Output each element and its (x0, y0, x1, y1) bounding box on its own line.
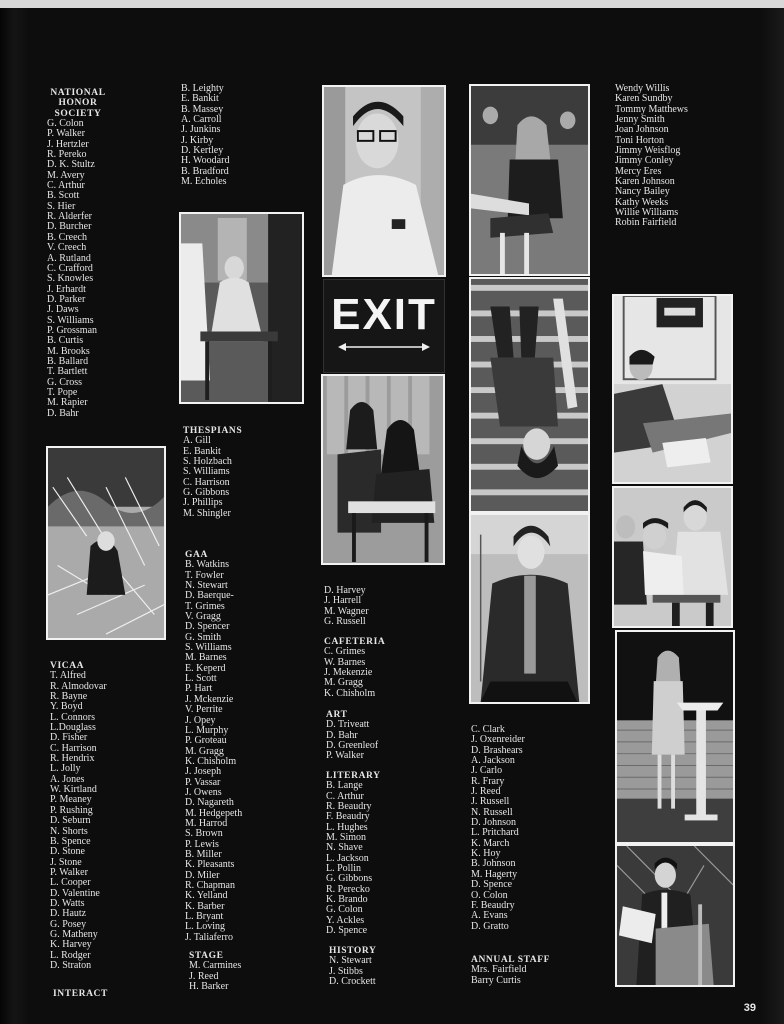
annual-staff-heading: ANNUAL STAFF (471, 955, 551, 965)
member-name: D. Crockett (329, 976, 376, 988)
member-name: W. Barnes (324, 656, 366, 668)
member-name: D. Burcher (47, 221, 92, 233)
member-name: D. Stone (50, 846, 85, 858)
member-name: B. Bradford (181, 165, 229, 177)
member-name: P. Meaney (50, 794, 92, 806)
member-name: P. Walker (47, 128, 85, 140)
member-name: A. Carroll (181, 114, 222, 126)
member-name: Joan Johnson (615, 124, 669, 136)
member-name: C. Grimes (324, 646, 366, 658)
member-name: M. Avery (47, 169, 85, 181)
member-name: V. Creech (47, 242, 87, 254)
member-name: P. Walker (50, 866, 88, 878)
member-name: J. Mckenzie (185, 693, 234, 705)
member-name: K. Barber (185, 900, 225, 912)
photo-boy-at-desk (612, 294, 733, 484)
member-name: L. Pritchard (471, 827, 519, 839)
member-name: R. Bayne (50, 691, 88, 703)
member-name: L. Murphy (185, 724, 229, 736)
member-name: P. Lewis (185, 838, 219, 850)
member-name: E. Bankit (183, 445, 221, 457)
photo-boy-with-glasses (322, 85, 446, 277)
member-name: L. Jackson (326, 852, 369, 864)
member-name: R. Alderfer (47, 211, 92, 223)
member-name: W. Kirtland (50, 784, 97, 796)
member-name: J. Reed (189, 970, 219, 982)
member-name: D. Baerque- (185, 590, 234, 602)
member-name: R. Beaudry (326, 801, 372, 813)
member-name: L. Cooper (50, 877, 91, 889)
member-name: C. Arthur (326, 790, 364, 802)
member-name: B. Miller (185, 848, 222, 860)
photo-three-students (612, 486, 733, 628)
member-name: M. Harrod (185, 817, 228, 829)
heading-line: SOCIETY (54, 108, 102, 119)
member-name: J. Daws (47, 304, 79, 316)
club-members-top (181, 84, 229, 187)
member-name: N. Shorts (50, 825, 88, 837)
member-name: D. Spencer (185, 621, 230, 633)
member-name: D. Spence (471, 879, 513, 891)
member-name: H. Woodard (181, 155, 230, 167)
member-name: P. Groteau (185, 735, 227, 747)
member-name: J. Stibbs (329, 965, 363, 977)
member-name: D. Valentine (50, 887, 100, 899)
member-name: M. Brooks (47, 345, 90, 357)
history-heading: HISTORY (329, 946, 377, 956)
member-name: J. Hertzler (47, 138, 89, 150)
page-number: 39 (743, 1002, 756, 1014)
member-name: D. Parker (47, 293, 86, 305)
member-name: G. Posey (50, 918, 87, 930)
member-name: R. Perecko (326, 883, 370, 895)
member-name: P. Walker (326, 750, 364, 762)
member-name: D. Hautz (50, 908, 87, 920)
member-name: P. Grossman (47, 324, 98, 336)
member-name: M. Barnes (185, 652, 227, 664)
member-name: Wendy Willis (615, 83, 670, 94)
photo-girls-at-desks (179, 212, 304, 404)
member-name: S. Knowles (47, 273, 94, 285)
thespians-members (183, 436, 242, 519)
member-name: D. Johnson (471, 817, 517, 829)
member-name: S. Hier (47, 200, 76, 212)
art-members (326, 720, 378, 761)
heading-line: HONOR (58, 98, 98, 109)
member-name: O. Colon (471, 889, 508, 901)
member-name: D. Seburn (50, 815, 91, 827)
heading-line: NATIONAL (50, 88, 106, 98)
member-name: Y. Ackles (326, 914, 365, 926)
member-name: D. Nagareth (185, 797, 234, 809)
member-name: H. Barker (189, 981, 229, 993)
member-name: B. Ballard (47, 355, 89, 367)
member-name: Karen Johnson (615, 176, 675, 188)
member-name: D. Harvey (324, 585, 366, 596)
vicaa-members (50, 671, 107, 971)
member-name: R. Chapman (185, 880, 235, 891)
member-name: M. Rapier (47, 397, 88, 409)
member-name: Toni Horton (615, 134, 665, 146)
member-name: M. Simon (326, 832, 367, 844)
member-name: V. Gragg (185, 611, 221, 623)
member-name: Y. Boyd (50, 701, 83, 713)
member-name: D. Triveatt (326, 719, 370, 731)
member-name: K. Chisholm (324, 687, 376, 699)
member-name: D. Greenleof (326, 740, 379, 752)
member-name: D. Miler (185, 869, 220, 881)
member-name: K. Hoy (471, 848, 501, 860)
member-name: T. Bartlett (47, 366, 88, 378)
member-name: N. Stewart (185, 580, 228, 592)
member-name: J. Opey (185, 714, 216, 726)
member-name: L. Hughes (326, 821, 368, 833)
member-name: L. Bryant (185, 911, 224, 923)
double-arrow-icon (338, 342, 430, 352)
cafeteria-members (324, 647, 385, 699)
member-name: G. Matheny (50, 928, 98, 940)
member-name: D. Fisher (50, 732, 88, 744)
member-name: B. Spence (50, 835, 91, 847)
member-name: K. Chisholm (185, 755, 237, 767)
club-members-list-right (471, 725, 525, 932)
member-name: T. Grimes (185, 600, 225, 612)
honor-society-list (47, 88, 109, 419)
art-heading: ART (326, 710, 348, 720)
member-name: M. Hedgepeth (185, 807, 243, 819)
member-name: L. Rodger (50, 949, 91, 961)
member-name: B. Watkins (185, 559, 230, 571)
interact-heading: INTERACT (53, 989, 108, 999)
member-name: Jenny Smith (615, 114, 665, 126)
member-name: N. Stewart (329, 955, 372, 967)
member-name: D. Gratto (471, 920, 509, 932)
photo-girl-seated-at-desk (469, 84, 590, 276)
member-name: N. Russell (471, 806, 513, 818)
member-name: R. Almodovar (50, 680, 107, 692)
member-name: J. Erhardt (47, 283, 86, 295)
member-name: K. March (471, 837, 510, 849)
photo-girl-at-podium (615, 630, 735, 844)
member-name: L. Scott (185, 673, 217, 685)
annual-staff-list (471, 955, 550, 986)
member-name: G. Gibbons (326, 873, 373, 885)
member-name: Mercy Eres (615, 165, 662, 177)
member-name: A. Evans (471, 910, 508, 922)
member-name: Willie Williams (615, 207, 679, 219)
member-name: R. Hendrix (50, 753, 95, 765)
photo-student-in-outdoor-brush (46, 446, 166, 640)
member-name: A. Gill (183, 435, 211, 447)
member-name: J. Joseph (185, 766, 222, 778)
member-name: D. Watts (50, 897, 85, 909)
member-name: R. Frary (471, 775, 505, 787)
member-name: T. Alfred (50, 670, 86, 682)
member-name: L.Douglass (50, 722, 96, 734)
member-name: L. Pollin (326, 863, 362, 875)
member-name: G. Cross (47, 376, 83, 388)
member-name: M. Gragg (185, 745, 224, 757)
member-name: B. Lange (326, 780, 363, 792)
art-list (326, 710, 378, 762)
member-name: B. Johnson (471, 858, 516, 870)
club-members-mid (324, 586, 369, 627)
photo-man-reading (615, 844, 735, 987)
member-name: B. Leighty (181, 83, 224, 94)
gaa-list (185, 550, 242, 943)
member-name: E. Keperd (185, 662, 226, 674)
member-name: M. Wagner (324, 605, 369, 617)
member-name: Robin Fairfield (615, 217, 677, 229)
member-name: G. Smith (185, 631, 222, 643)
member-name: G. Colon (326, 904, 363, 916)
member-name: Jimmy Weisflog (615, 145, 681, 157)
member-name: Barry Curtis (471, 974, 521, 986)
member-name: S. Williams (185, 642, 232, 654)
member-name: A. Jackson (471, 755, 515, 767)
interact-list (53, 989, 108, 999)
exit-sign-photo (323, 279, 445, 373)
member-name: G. Russell (324, 616, 366, 628)
member-name: J. Stone (50, 856, 82, 868)
honor-society-heading (47, 88, 109, 119)
honor-society-members (47, 119, 109, 419)
member-name: S. Holzbach (183, 456, 232, 468)
member-name: F. Beaudry (326, 811, 370, 823)
stage-list (189, 951, 241, 992)
club-members-list-top (181, 84, 229, 187)
member-name: L. Jolly (50, 763, 81, 775)
member-name: J. Taliaferro (185, 931, 233, 943)
stage-members (189, 961, 241, 992)
member-name: S. Brown (185, 828, 223, 840)
member-name: D. Straton (50, 959, 92, 971)
vicaa-list (50, 661, 107, 971)
member-name: E. Bankit (181, 93, 219, 105)
exit-sign-text: EXIT (331, 290, 437, 339)
photo-student-in-jacket (469, 513, 590, 704)
member-name: Tommy Matthews (615, 103, 688, 115)
staff-names-list (615, 84, 688, 229)
member-name: D. Brashears (471, 744, 523, 756)
member-name: C. Arthur (47, 180, 85, 192)
annual-staff-members (471, 965, 550, 986)
member-name: S. Williams (47, 314, 94, 326)
member-name: A. Jones (50, 773, 85, 785)
member-name: L. Loving (185, 921, 225, 933)
member-name: J. Mekenzie (324, 667, 373, 679)
member-name: D. Bahr (326, 729, 358, 741)
stage-heading: STAGE (189, 951, 224, 961)
vicaa-heading: VICAA (50, 661, 85, 671)
member-name: Mrs. Fairfield (471, 964, 527, 976)
member-name: C. Harrison (183, 476, 230, 488)
member-name: F. Beaudry (471, 899, 515, 911)
member-name: S. Williams (183, 466, 230, 478)
member-name: J. Harrell (324, 595, 362, 607)
member-name: J. Oxenreider (471, 734, 525, 746)
member-name: D. Kertley (181, 145, 224, 157)
gaa-heading: GAA (185, 550, 208, 560)
member-name: C. Crafford (47, 262, 93, 274)
member-name: B. Scott (47, 190, 80, 202)
member-name: J. Kirby (181, 134, 214, 146)
member-name: P. Rushing (50, 804, 93, 816)
member-name: J. Reed (471, 786, 501, 798)
member-name: J. Russell (471, 796, 510, 808)
history-members (329, 956, 377, 987)
page-top-edge (0, 0, 784, 8)
literary-heading: LITERARY (326, 771, 381, 781)
member-name: T. Fowler (185, 569, 224, 581)
member-name: K. Harvey (50, 939, 92, 951)
member-name: J. Owens (185, 786, 222, 798)
member-name: J. Carlo (471, 765, 503, 777)
thespians-heading: THESPIANS (183, 426, 243, 436)
thespians-list (183, 426, 242, 519)
member-name: K. Pleasants (185, 859, 235, 871)
member-name: B. Curtis (47, 335, 84, 347)
member-name: M. Echoles (181, 176, 227, 188)
photo-two-girls-at-lockers (321, 374, 445, 565)
member-name: C. Clark (471, 724, 505, 735)
member-name: M. Hagerty (471, 868, 518, 880)
member-name: D. K. Stultz (47, 159, 95, 171)
member-name: V. Perrite (185, 704, 223, 716)
member-name: L. Connors (50, 711, 95, 723)
club-members-right (471, 725, 525, 932)
member-name: M. Carmines (189, 960, 242, 972)
staff-names (615, 84, 688, 229)
member-name: K. Brando (326, 894, 368, 906)
literary-members (326, 781, 381, 936)
member-name: G. Gibbons (183, 487, 230, 499)
history-list (329, 946, 377, 987)
member-name: J. Junkins (181, 124, 221, 136)
member-name: M. Gragg (324, 677, 363, 689)
member-name: Nancy Bailey (615, 186, 670, 198)
member-name: K. Yelland (185, 890, 228, 902)
member-name: Karen Sundby (615, 93, 673, 105)
member-name: T. Pope (47, 386, 78, 398)
club-members-list-mid (324, 586, 369, 627)
cafeteria-list (324, 637, 385, 699)
member-name: B. Massey (181, 103, 224, 115)
member-name: A. Rutland (47, 252, 91, 264)
gaa-members (185, 560, 242, 943)
member-name: C. Harrison (50, 742, 97, 754)
literary-list (326, 771, 381, 937)
member-name: N. Shave (326, 842, 363, 854)
member-name: G. Colon (47, 118, 84, 130)
member-name: D. Bahr (47, 407, 79, 419)
member-name: D. Spence (326, 925, 368, 937)
cafeteria-heading: CAFETERIA (324, 637, 386, 647)
member-name: Jimmy Conley (615, 155, 674, 167)
member-name: P. Vassar (185, 776, 221, 788)
photo-upside-down-student (469, 277, 590, 513)
member-name: R. Pereko (47, 149, 87, 161)
member-name: Kathy Weeks (615, 196, 669, 208)
member-name: P. Hart (185, 683, 213, 695)
member-name: J. Phillips (183, 497, 223, 509)
member-name: B. Creech (47, 231, 87, 243)
member-name: M. Shingler (183, 507, 231, 519)
